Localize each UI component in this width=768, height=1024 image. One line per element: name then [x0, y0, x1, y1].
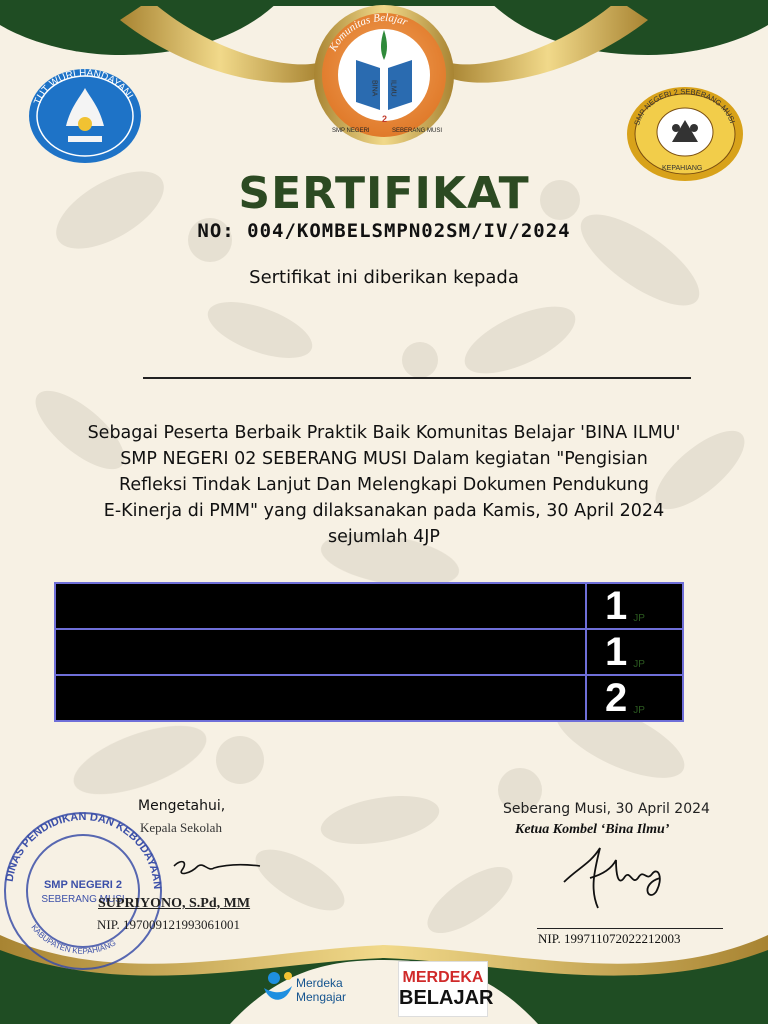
stamp-line1: SMP NEGERI 2: [43, 879, 123, 891]
left-logo-ring-text: TUT WURI HANDAYANI: [32, 67, 135, 107]
description-line: Sebagai Peserta Berbaik Praktik Baik Komunitas Belajar 'BINA ILMU': [87, 423, 681, 443]
recipient-name-line: [143, 377, 691, 379]
stamp-line2: SEBERANG MUSI: [41, 894, 125, 905]
jp-value-cell: [587, 630, 682, 674]
top-logo-number: 2: [382, 114, 388, 124]
top-logo-bottom-right: SEBERANG MUSI: [392, 128, 443, 134]
principal-name: SUPRIYONO, S.Pd, MM: [98, 896, 251, 911]
table-row: [56, 630, 682, 676]
principal-nip: NIP. 197009121993061001: [97, 917, 241, 932]
certificate-number: NO: 004/KOMBELSMPN02SM/IV/2024: [197, 220, 571, 242]
jp-unit: JP: [633, 705, 645, 716]
top-logo-ring-text: Komunitas Belajar: [327, 11, 410, 54]
redacted-activity-cell: [56, 584, 587, 628]
stamp-ring-text: DINAS PENDIDIKAN DAN KEBUDAYAAN: [3, 810, 164, 890]
top-logo-bottom-left: SMP NEGERI: [332, 128, 370, 134]
right-logo-bottom-text: KEPAHIANG: [662, 165, 703, 172]
description-line: Refleksi Tindak Lanjut Dan Melengkapi Dokumen Pendukung: [118, 475, 650, 495]
chair-role: Ketua Kombel ‘Bina Ilmu’: [515, 822, 670, 837]
jp-value: 1: [605, 584, 628, 628]
principal-role: Kepala Sekolah: [140, 820, 222, 835]
merdeka-belajar-line2: BELAJAR: [399, 987, 494, 1009]
tut-wuri-handayani-logo: [26, 66, 144, 166]
redacted-activity-cell: [56, 630, 587, 674]
given-to-text: Sertifikat ini diberikan kepada: [249, 267, 519, 288]
merdeka-mengajar-line1: Merdeka: [296, 976, 343, 990]
jp-value: 1: [605, 630, 628, 674]
stamp-bottom-text: KABUPATEN KEPAHIANG: [29, 922, 118, 956]
jp-value-cell: [587, 676, 682, 720]
jp-unit: JP: [633, 613, 645, 624]
jp-value: 2: [605, 676, 628, 720]
jp-unit: JP: [633, 659, 645, 670]
acknowledged-label: Mengetahui,: [138, 798, 226, 814]
top-logo-bina: BINA: [370, 80, 378, 97]
certificate-title: SERTIFIKAT: [238, 168, 530, 219]
principal-signature: [168, 848, 264, 888]
top-logo-ilmu: ILMU: [389, 80, 397, 97]
chair-signature-line: [537, 928, 723, 929]
place-and-date: Seberang Musi, 30 April 2024: [503, 801, 710, 817]
right-logo-ring-text: SMP NEGERI 2 SEBERANG MUSI: [632, 86, 738, 127]
merdeka-mengajar-icon: [262, 970, 294, 1008]
chair-signature: [560, 838, 670, 918]
redacted-activity-cell: [56, 676, 587, 720]
merdeka-belajar-line1: MERDEKA: [402, 969, 484, 986]
jp-value-cell: [587, 584, 682, 628]
description-line: SMP NEGERI 02 SEBERANG MUSI Dalam kegiatan "Pengisian: [120, 449, 648, 469]
table-row: [56, 676, 682, 720]
table-row: [56, 584, 682, 630]
merdeka-mengajar-logo: [296, 976, 346, 1004]
merdeka-mengajar-line2: Mengajar: [296, 990, 347, 1004]
chair-nip: NIP. 199711072022212003: [538, 931, 681, 946]
komunitas-belajar-logo: [296, 0, 472, 150]
merdeka-belajar-logo: [398, 961, 494, 1017]
description-line: E-Kinerja di PMM" yang dilaksanakan pada Kamis, 30 April 2024: [103, 501, 665, 521]
certificate-description: [30, 420, 738, 550]
description-line: sejumlah 4JP: [328, 527, 440, 547]
jp-table: [54, 582, 684, 722]
